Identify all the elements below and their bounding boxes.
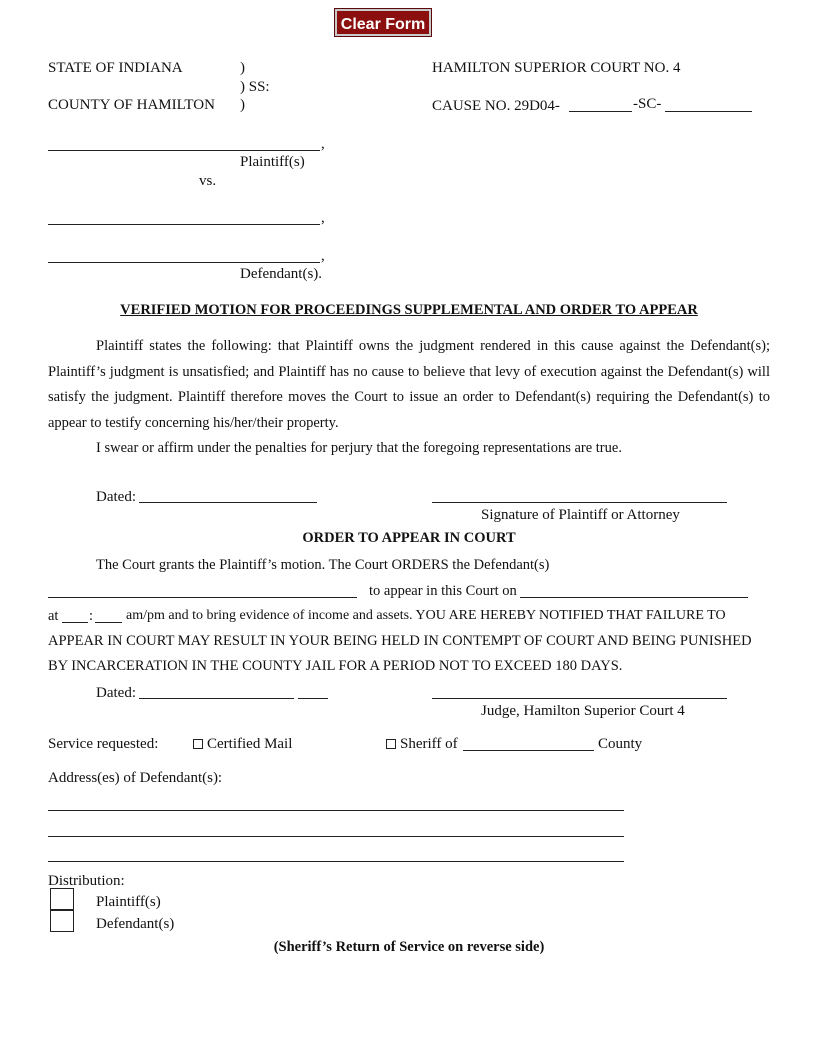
motion-paragraph: Plaintiff states the following: that Plaintiff owns the judgment rendered in this cause against the Defendant(s); Plaintiff’s judgment is unsatisfied; and Plaintiff has no cause to believe that levy of execution against the Defendant(s) will satisfy the judgment. Plaintiff therefore moves the Court to issue an order to Defendant(s) requiring the Defendant(s) to appear to testify concerning his/her/their property. bbox=[48, 338, 770, 431]
minute-field[interactable] bbox=[95, 622, 122, 623]
distribution-label: Distribution: bbox=[48, 873, 125, 889]
signature-caption: Signature of Plaintiff or Attorney bbox=[481, 507, 680, 523]
reverse-side-note: (Sheriff’s Return of Service on reverse side) bbox=[273, 939, 545, 955]
certified-mail-checkbox[interactable] bbox=[193, 739, 203, 749]
motion-body bbox=[48, 334, 770, 462]
court-name: HAMILTON SUPERIOR COURT NO. 4 bbox=[432, 60, 681, 76]
perjury-statement: I swear or affirm under the penalties for perjury that the foregoing representations are true. bbox=[96, 440, 622, 456]
order-line: am/pm and to bring evidence of income and assets. YOU ARE HEREBY NOTIFIED THAT FAILURE TO bbox=[126, 608, 726, 623]
state-label: STATE OF INDIANA bbox=[48, 60, 183, 76]
vs-label: vs. bbox=[199, 173, 217, 189]
motion-date-field[interactable] bbox=[139, 502, 317, 503]
dated-label: Dated: bbox=[96, 489, 136, 505]
defendant-appear-field[interactable] bbox=[48, 597, 357, 598]
sheriff-county-field[interactable] bbox=[463, 750, 594, 751]
motion-title: VERIFIED MOTION FOR PROCEEDINGS SUPPLEMENTAL AND ORDER TO APPEAR bbox=[120, 302, 698, 318]
address-label: Address(es) of Defendant(s): bbox=[48, 770, 223, 786]
comma: , bbox=[321, 248, 325, 264]
county-label: County bbox=[598, 736, 643, 752]
dated-label: Dated: bbox=[96, 685, 136, 701]
address-field-1[interactable] bbox=[48, 810, 624, 811]
county-label: COUNTY OF HAMILTON bbox=[48, 97, 215, 113]
clear-form-button[interactable]: Clear Form bbox=[335, 9, 431, 36]
at-label: at bbox=[48, 608, 59, 624]
order-line: APPEAR IN COURT MAY RESULT IN YOUR BEING HELD IN CONTEMPT OF COURT AND BEING PUNISHED bbox=[48, 633, 752, 649]
cause-number-prefix: CAUSE NO. 29D04- bbox=[432, 98, 560, 114]
judge-signature-field[interactable] bbox=[432, 698, 727, 699]
ss-label: ) SS: bbox=[240, 79, 270, 95]
cause-number-field-2[interactable] bbox=[665, 111, 752, 112]
address-field-2[interactable] bbox=[48, 836, 624, 837]
sheriff-checkbox[interactable] bbox=[386, 739, 396, 749]
distribution-plaintiff-checkbox[interactable] bbox=[50, 888, 74, 910]
plaintiff-label: Plaintiff(s) bbox=[240, 154, 305, 170]
defendant-name-field-2[interactable] bbox=[48, 262, 320, 263]
order-title: ORDER TO APPEAR IN COURT bbox=[302, 530, 516, 546]
certified-mail-label: Certified Mail bbox=[207, 736, 293, 752]
certified-mail-option[interactable] bbox=[193, 735, 292, 753]
cause-number-sc: -SC- bbox=[633, 96, 662, 112]
cause-number-field-1[interactable] bbox=[569, 111, 632, 112]
sheriff-of-label: Sheriff of bbox=[400, 736, 458, 752]
comma: , bbox=[321, 136, 325, 152]
address-field-3[interactable] bbox=[48, 861, 624, 862]
plaintiff-signature-field[interactable] bbox=[432, 502, 727, 503]
order-line: BY INCARCERATION IN THE COUNTY JAIL FOR A PERIOD NOT TO EXCEED 180 DAYS. bbox=[48, 658, 623, 674]
order-line: The Court grants the Plaintiff’s motion. The Court ORDERS the Defendant(s) bbox=[96, 557, 550, 573]
caption-paren: ) bbox=[240, 60, 245, 76]
appear-date-field[interactable] bbox=[520, 597, 748, 598]
plaintiff-name-field[interactable] bbox=[48, 150, 320, 151]
defendant-label: Defendant(s). bbox=[240, 266, 323, 282]
order-year-field[interactable] bbox=[298, 698, 328, 699]
time-colon: : bbox=[89, 608, 94, 624]
service-requested-label: Service requested: bbox=[48, 736, 159, 752]
distribution-defendant-checkbox[interactable] bbox=[50, 910, 74, 932]
judge-caption: Judge, Hamilton Superior Court 4 bbox=[481, 703, 685, 719]
sheriff-option[interactable] bbox=[386, 735, 458, 753]
distribution-defendant-label: Defendant(s) bbox=[96, 916, 175, 932]
defendant-name-field-1[interactable] bbox=[48, 224, 320, 225]
comma: , bbox=[321, 210, 325, 226]
appear-text: to appear in this Court on bbox=[369, 583, 517, 599]
hour-field[interactable] bbox=[62, 622, 88, 623]
distribution-plaintiff-label: Plaintiff(s) bbox=[96, 894, 161, 910]
order-date-field[interactable] bbox=[139, 698, 294, 699]
caption-paren: ) bbox=[240, 97, 245, 113]
